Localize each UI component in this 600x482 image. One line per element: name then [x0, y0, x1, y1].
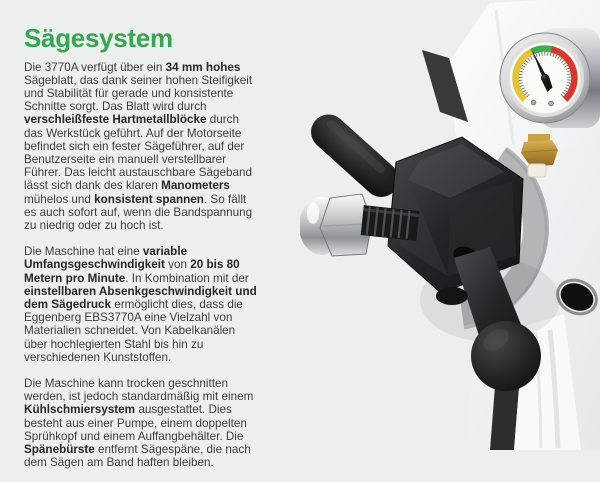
text-segment: Die 3770A verfügt über ein [24, 60, 166, 74]
text-segment: entfernt Sägespäne, die nach dem Sägen am Band haften bleiben. [24, 443, 251, 470]
gauge-zone-arc-green [532, 49, 552, 52]
dial-screw-left [531, 100, 536, 105]
text-segment: Sägeblatt, das dank seiner hohen Steifigkeit und Stabilität für gerade und konsistente Schnitte sorgt. Das Blatt wird durch [24, 73, 253, 114]
product-photo [300, 0, 600, 450]
text-segment: einstellbaren Absenkgeschwindigkeit und dem Sägedruck [24, 284, 257, 311]
seal-nut [528, 164, 546, 177]
text-segment: Spänebürste [24, 443, 95, 456]
text-segment: durch das Werkstück geführt. Auf der Motorseite befindet sich ein fester Sägeführer, auf der Benutzerseite ein manuell verstellbarer Führer. Das leicht austauschbare Sägeband lässt sich dank des klaren [24, 113, 253, 193]
text-segment: verschleißfeste Hartmetallblöcke [24, 113, 207, 127]
text-segment: ausgestattet. Dies besteht aus einer Pumpe, einem doppelten Sprühkopf und einem Auffangbehälter. Die [24, 403, 247, 443]
text-segment: von [164, 258, 191, 272]
body-paragraph-1 [24, 61, 261, 233]
text-segment: konsistent spannen [94, 192, 204, 206]
text-segment: Die Maschine kann trocken geschnitten werden, ist jedoch standardmäßig mit einem [24, 376, 254, 404]
text-segment: Kühlschmiersystem [24, 403, 136, 417]
text-segment: . In Kombination mit der [125, 271, 249, 285]
product-description [24, 25, 261, 482]
text-segment: ermöglicht dies, dass die Eggenberg EBS3770A eine Vielzahl von Materialien schneidet. Von Kabelkanälen über hochlegierten Stahl bis hin zu verschiedenen Kunststoffen. [24, 297, 243, 364]
text-segment: variable Umfangsgeschwindigkeit [24, 245, 188, 272]
text-segment: 34 mm hohes [165, 60, 241, 74]
body-paragraph-3 [24, 377, 261, 469]
section-title: Sägesystem [24, 23, 173, 53]
dial-screw-right [549, 101, 554, 106]
text-segment: Die Maschine hat eine [24, 245, 143, 259]
text-segment: 20 bis 80 Metern pro Minute [24, 258, 240, 285]
pressure-gauge [500, 33, 590, 123]
threaded-spindle [361, 205, 420, 241]
text-segment: . So fällt es auch sofort auf, wenn die Bandspannung zu niedrig oder zu hoch ist. [24, 192, 253, 232]
text-segment: Manometers [161, 179, 230, 193]
text-segment: mühelos und [24, 192, 95, 206]
body-paragraph-2 [24, 245, 261, 364]
